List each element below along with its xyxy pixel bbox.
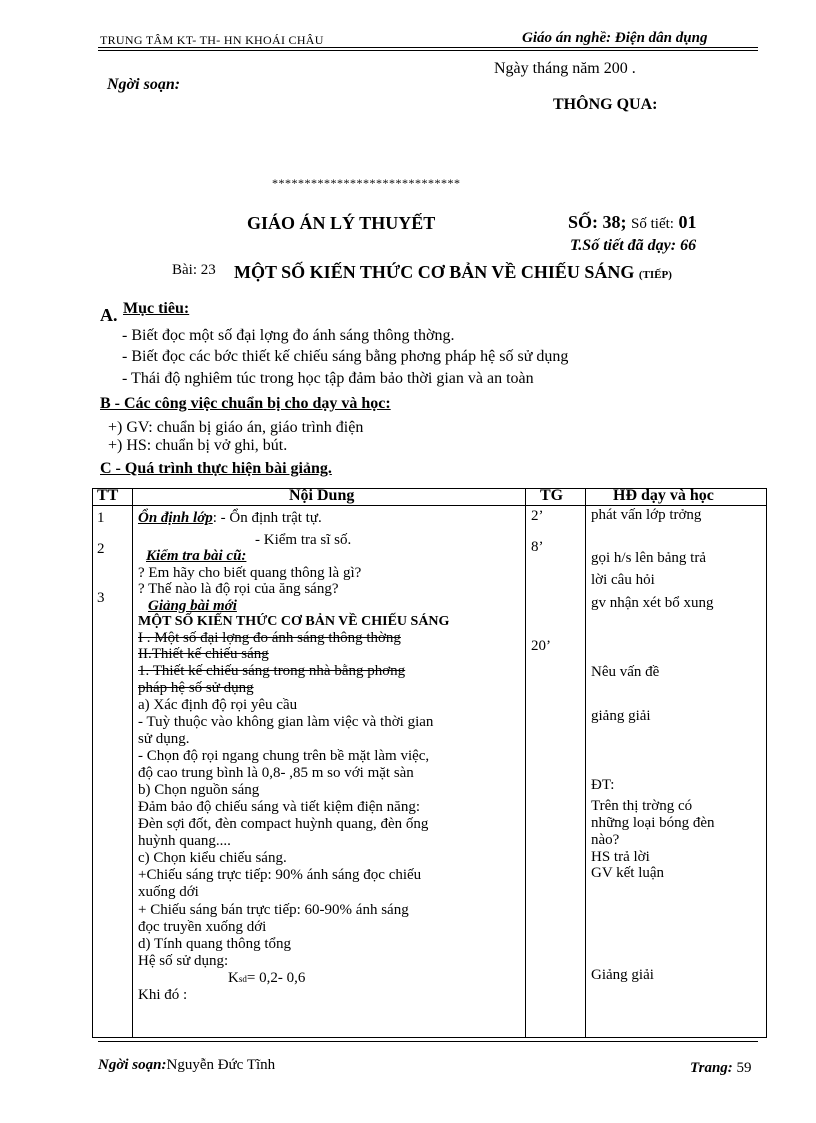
on-dinh-title: Ổn định lớp bbox=[138, 510, 213, 526]
content-line: Đèn sợi đốt, đèn compact huỳnh quang, đèn ống bbox=[138, 816, 429, 832]
objective-item: - Thái độ nghiêm túc trong học tập đảm bảo thời gian và an toàn bbox=[122, 370, 534, 387]
content-line: độ cao trung bình là 0,8- ,85 m so với mặt sàn bbox=[138, 765, 414, 781]
page-number bbox=[690, 1060, 752, 1077]
table-header-divider bbox=[92, 505, 767, 506]
formula-line bbox=[228, 970, 305, 987]
time-value: 20’ bbox=[531, 638, 551, 654]
footer-author bbox=[98, 1057, 275, 1074]
content-line: Khi đó : bbox=[138, 987, 188, 1003]
row-number: 1 bbox=[97, 510, 105, 526]
content-line: pháp hệ số sử dụng bbox=[138, 680, 254, 696]
header-subject: Giáo án nghề: Điện dân dụng bbox=[522, 30, 708, 46]
content-line: b) Chọn nguồn sáng bbox=[138, 782, 260, 798]
prep-item: +) GV: chuẩn bị giáo án, giáo trình điện bbox=[108, 419, 364, 436]
content-heading: Giảng bài mới bbox=[148, 598, 237, 614]
activity-line: nào? bbox=[591, 832, 620, 848]
lesson-title-text: MỘT SỐ KIẾN THỨC CƠ BẢN VỀ CHIẾU SÁNG bbox=[234, 262, 635, 282]
row-number: 2 bbox=[97, 541, 105, 557]
section-b-title: B - Các công việc chuẩn bị cho dạy và học: bbox=[100, 395, 391, 412]
period-count-value: 01 bbox=[678, 212, 697, 232]
footer-author-name: Nguyễn Đức Tĩnh bbox=[166, 1057, 276, 1073]
content-line: đọc truyền xuống dới bbox=[138, 919, 267, 935]
header-divider-2 bbox=[98, 50, 758, 51]
content-line: xuống dới bbox=[138, 884, 199, 900]
content-line bbox=[138, 510, 322, 527]
time-value: 8’ bbox=[531, 539, 544, 555]
lesson-number bbox=[568, 212, 696, 233]
col-header-content: Nội Dung bbox=[289, 487, 355, 504]
activity-line: ĐT: bbox=[591, 777, 615, 793]
lesson-title-cont: (TIẾP) bbox=[638, 269, 672, 281]
content-line: ? Thế nào là độ rọi của ăng sáng? bbox=[138, 581, 339, 597]
prep-item: +) HS: chuẩn bị vở ghi, bút. bbox=[108, 437, 288, 454]
section-c-title: C - Quá trình thực hiện bài giảng. bbox=[100, 460, 332, 477]
objective-item: - Biết đọc một số đại lợng đo ánh sáng thông thờng. bbox=[122, 327, 455, 344]
activity-line: GV kết luận bbox=[591, 865, 665, 881]
table-col-divider bbox=[132, 488, 133, 1038]
objective-item: - Biết đọc các bớc thiết kế chiếu sáng bằng phơng pháp hệ số sử dụng bbox=[122, 348, 569, 365]
section-a-title: Mục tiêu: bbox=[123, 300, 190, 317]
row-number: 3 bbox=[97, 590, 105, 606]
approval-label: THÔNG QUA: bbox=[553, 96, 658, 113]
activity-line: những loại bóng đèn bbox=[591, 815, 715, 831]
footer-divider bbox=[98, 1041, 758, 1042]
page-number-value: 59 bbox=[736, 1060, 752, 1076]
content-line: I . Một số đại lợng đo ánh sáng thông thờng bbox=[138, 630, 401, 646]
lesson-label: Bài: 23 bbox=[172, 262, 216, 278]
content-lesson-title: MỘT SỐ KIẾN THỨC CƠ BẢN VỀ CHIẾU SÁNG bbox=[138, 614, 450, 629]
content-line: Hệ số sử dụng: bbox=[138, 953, 229, 969]
content-line: - Tuỳ thuộc vào không gian làm việc và thời gian bbox=[138, 714, 434, 730]
header-school: TRUNG TÂM KT- TH- HN KHOÁI CHÂU bbox=[100, 33, 324, 47]
content-line: II.Thiết kế chiếu sáng bbox=[138, 646, 269, 662]
formula-k: K bbox=[228, 970, 239, 986]
activity-line: gv nhận xét bổ xung bbox=[591, 595, 714, 611]
star-separator: ***************************** bbox=[272, 176, 461, 190]
content-line: c) Chọn kiểu chiếu sáng. bbox=[138, 850, 287, 866]
content-line: huỳnh quang.... bbox=[138, 833, 231, 849]
content-line: sử dụng. bbox=[138, 731, 190, 747]
lesson-number-value: 38; bbox=[602, 212, 627, 232]
date-line: Ngày tháng năm 200 . bbox=[494, 60, 636, 77]
content-line: a) Xác định độ rọi yêu cầu bbox=[138, 697, 298, 713]
table-col-divider bbox=[525, 488, 526, 1038]
content-line: +Chiếu sáng trực tiếp: 90% ánh sáng đọc chiếu bbox=[138, 867, 422, 883]
content-line: 1. Thiết kế chiếu sáng trong nhà bằng phơng bbox=[138, 663, 406, 679]
col-header-tt: TT bbox=[97, 487, 119, 504]
page-title: GIÁO ÁN LÝ THUYẾT bbox=[247, 213, 436, 233]
activity-line: giảng giải bbox=[591, 708, 651, 724]
content-line: + Chiếu sáng bán trực tiếp: 60-90% ánh sáng bbox=[138, 902, 409, 918]
activity-line: lời câu hỏi bbox=[591, 572, 655, 588]
period-count-label: Số tiết: bbox=[631, 216, 674, 232]
lesson-title bbox=[234, 262, 672, 283]
content-line: Đảm bảo độ chiếu sáng và tiết kiệm điện năng: bbox=[138, 799, 421, 815]
footer-author-label: Ngời soạn: bbox=[98, 1057, 167, 1073]
col-header-activity: HĐ dạy và học bbox=[613, 487, 714, 504]
activity-line: Nêu vấn đề bbox=[591, 664, 660, 680]
content-line: d) Tính quang thông tổng bbox=[138, 936, 292, 952]
activity-line: phát vấn lớp trởng bbox=[591, 507, 702, 523]
col-header-time: TG bbox=[540, 487, 564, 504]
activity-line: Giảng giải bbox=[591, 967, 654, 983]
table-col-divider bbox=[585, 488, 586, 1038]
total-periods: T.Số tiết đã dạy: 66 bbox=[570, 237, 697, 254]
page-number-label: Trang: bbox=[690, 1060, 733, 1076]
content-line: - Chọn độ rọi ngang chung trên bề mặt làm việc, bbox=[138, 748, 430, 764]
time-value: 2’ bbox=[531, 508, 544, 524]
header-divider bbox=[98, 47, 758, 48]
formula-value: = 0,2- 0,6 bbox=[246, 970, 306, 986]
activity-line: Trên thị trờng có bbox=[591, 798, 693, 814]
content-line: - Kiểm tra sĩ số. bbox=[255, 532, 352, 548]
section-a-letter: A. bbox=[100, 305, 118, 325]
formula-k-sub: sd bbox=[238, 974, 247, 984]
activity-line: gọi h/s lên bảng trả bbox=[591, 550, 706, 566]
author-label: Ngời soạn: bbox=[107, 76, 181, 93]
lesson-number-label: SỐ: bbox=[568, 212, 599, 232]
content-heading: Kiểm tra bài cũ: bbox=[146, 548, 247, 564]
activity-line: HS trả lời bbox=[591, 849, 650, 865]
on-dinh-text: : - Ổn định trật tự. bbox=[212, 510, 322, 526]
content-line: ? Em hãy cho biết quang thông là gì? bbox=[138, 565, 362, 581]
